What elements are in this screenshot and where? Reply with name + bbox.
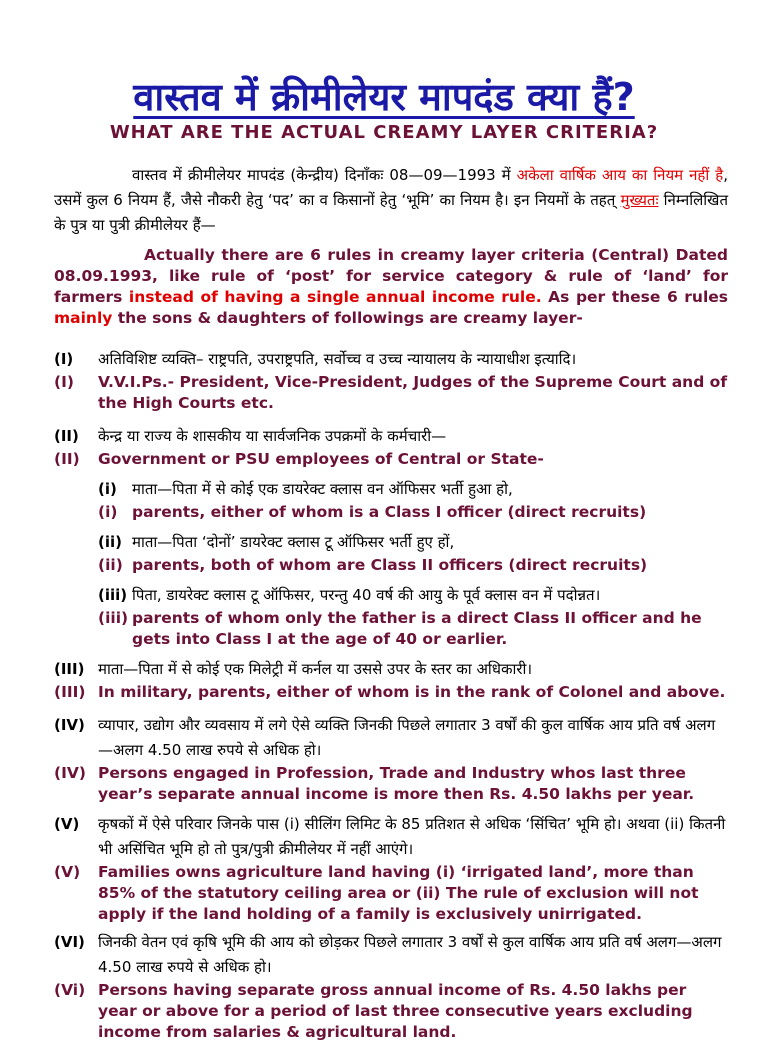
item-number: (III)	[54, 660, 85, 678]
item-number: (IV)	[54, 764, 86, 782]
page-title-english: WHAT ARE THE ACTUAL CREAMY LAYER CRITERIA?	[109, 122, 659, 143]
item-text-english: Government or PSU employees of Central or State-	[98, 450, 544, 468]
sub-item-text-hindi: माता—पिता ‘दोनों’ डायरेक्ट क्लास टू ऑफिसर भर्ती हुए हों,	[132, 533, 455, 551]
item-number: (I)	[54, 350, 74, 368]
list-item	[54, 347, 728, 414]
item-number: (IV)	[54, 716, 85, 734]
intro-english-highlight: instead of having a single annual income rule.	[128, 288, 542, 306]
sub-list-item	[98, 530, 728, 576]
intro-english-text: the sons & daughters of followings are creamy layer-	[112, 309, 583, 327]
page-title-hindi: वास्तव में क्रीमीलेयर मापदंड क्या हैं?	[133, 75, 635, 119]
sub-item-number: (iii)	[98, 586, 128, 604]
sub-list-item	[98, 583, 728, 650]
item-number: (II)	[54, 450, 80, 468]
item-number: (Vi)	[54, 981, 86, 999]
item-number: (VI)	[54, 933, 85, 951]
item-text-hindi: जिनकी वेतन एवं कृषि भूमि की आय को छोड़कर पिछले लगातार 3 वर्षों से कुल वार्षिक आय प्रति वर्ष अलग—अलग 4.50 लाख रुपये से अधिक हो।	[98, 933, 722, 976]
sub-item-text-english: parents, both of whom are Class II officers (direct recruits)	[132, 556, 648, 574]
item-text-hindi: माता—पिता में से कोई एक मिलेट्री में कर्नल या उससे उपर के स्तर का अधिकारी।	[98, 660, 533, 678]
sub-item-number: (iii)	[98, 609, 129, 627]
intro-english-text: As per these 6 rules	[541, 288, 728, 306]
intro-english-text: Actually there are 6 rules in creamy layer criteria (Central) Dated 08.09.1993, like rule of ‘post’ for service category & rule of ‘land’ for farmers	[54, 246, 728, 306]
list-item	[54, 713, 728, 805]
intro-english	[54, 245, 728, 329]
item-text-english: Families owns agriculture land having (i) ‘irrigated land’, more than 85% of the statutory ceiling area or (ii) The rule of exclusion will not apply if the land holding of a family is exclusively unirrigated.	[98, 863, 699, 923]
sub-item-text-hindi: माता—पिता में से कोई एक डायरेक्ट क्लास वन ऑफिसर भर्ती हुआ हो,	[132, 480, 513, 498]
item-text-hindi: अतिविशिष्ट व्यक्ति– राष्ट्रपति, उपराष्ट्रपति, सर्वोच्च व उच्च न्यायालय के न्यायाधीश इत्यादि।	[98, 350, 577, 368]
intro-hindi-highlight: अकेला वार्षिक आय का नियम नहीं है	[516, 166, 724, 184]
item-number: (I)	[54, 373, 74, 391]
sub-list-item	[98, 477, 728, 523]
list-item	[54, 930, 728, 1043]
intro-hindi	[54, 163, 728, 238]
item-number: (II)	[54, 427, 79, 445]
item-number: (III)	[54, 683, 86, 701]
sub-item-number: (ii)	[98, 556, 123, 574]
list-item	[54, 657, 728, 703]
intro-hindi-text: , उसमें कुल 6 नियम हैं, जैसे नौकरी हेतु ‘पद’ का व किसानों हेतु ‘भूमि’ का नियम है। इन नियमों के तहत्	[54, 166, 728, 209]
sub-item-number: (i)	[98, 480, 117, 498]
item-number: (V)	[54, 863, 81, 881]
sub-item-text-english: parents, either of whom is a Class I officer (direct recruits)	[132, 503, 647, 521]
item-text-english: Persons having separate gross annual income of Rs. 4.50 lakhs per year or above for a period of last three consecutive years excluding income from salaries & agricultural land.	[98, 981, 693, 1041]
intro-hindi-highlight: मुख्यतः	[620, 191, 659, 209]
sub-item-text-english: parents of whom only the father is a direct Class II officer and he gets into Class I at the age of 40 or earlier.	[132, 609, 702, 648]
list-item	[54, 812, 728, 925]
item-text-english: In military, parents, either of whom is in the rank of Colonel and above.	[98, 683, 726, 701]
intro-hindi-text: निम्नलिखित के पुत्र या पुत्री क्रीमीलेयर हैं—	[54, 191, 728, 234]
sub-item-number: (ii)	[98, 533, 122, 551]
intro-hindi-text: वास्तव में क्रीमीलेयर मापदंड (केन्द्रीय) दिनॉंकः 08—09—1993 में	[132, 166, 517, 184]
sub-item-text-hindi: पिता, डायरेक्ट क्लास टू ऑफिसर, परन्तु 40 वर्ष की आयु के पूर्व क्लास वन में पदोन्नत।	[132, 586, 601, 604]
item-text-hindi: व्यापार, उद्योग और व्यवसाय में लगे ऐसे व्यक्ति जिनकी पिछले लगातार 3 वर्षों की कुल वार्षिक आय प्रति वर्ष अलग—अलग 4.50 लाख रुपये से अधिक हो।	[98, 716, 716, 759]
intro-english-highlight: mainly	[54, 309, 113, 327]
item-text-english: V.V.I.Ps.- President, Vice-President, Judges of the Supreme Court and of the High Courts etc.	[98, 373, 728, 412]
item-text-hindi: केन्द्र या राज्य के शासकीय या सार्वजनिक उपक्रमों के कर्मचारी—	[98, 427, 447, 445]
item-text-hindi: कृषकों में ऐसे परिवार जिनके पास (i) सीलिंग लिमिट के 85 प्रतिशत से अधिक ‘सिंचित’ भूमि हो। अथवा (ii) कितनी भी असिंचित भूमि हो तो पुत्र/पुत्री क्रीमीलेयर में नहीं आएंगे।	[98, 815, 726, 858]
list-item	[54, 424, 728, 470]
item-text-english: Persons engaged in Profession, Trade and Industry whos last three year’s separate annual income is more then Rs. 4.50 lakhs per year.	[98, 764, 695, 803]
item-number: (V)	[54, 815, 80, 833]
sub-item-number: (i)	[98, 503, 118, 521]
